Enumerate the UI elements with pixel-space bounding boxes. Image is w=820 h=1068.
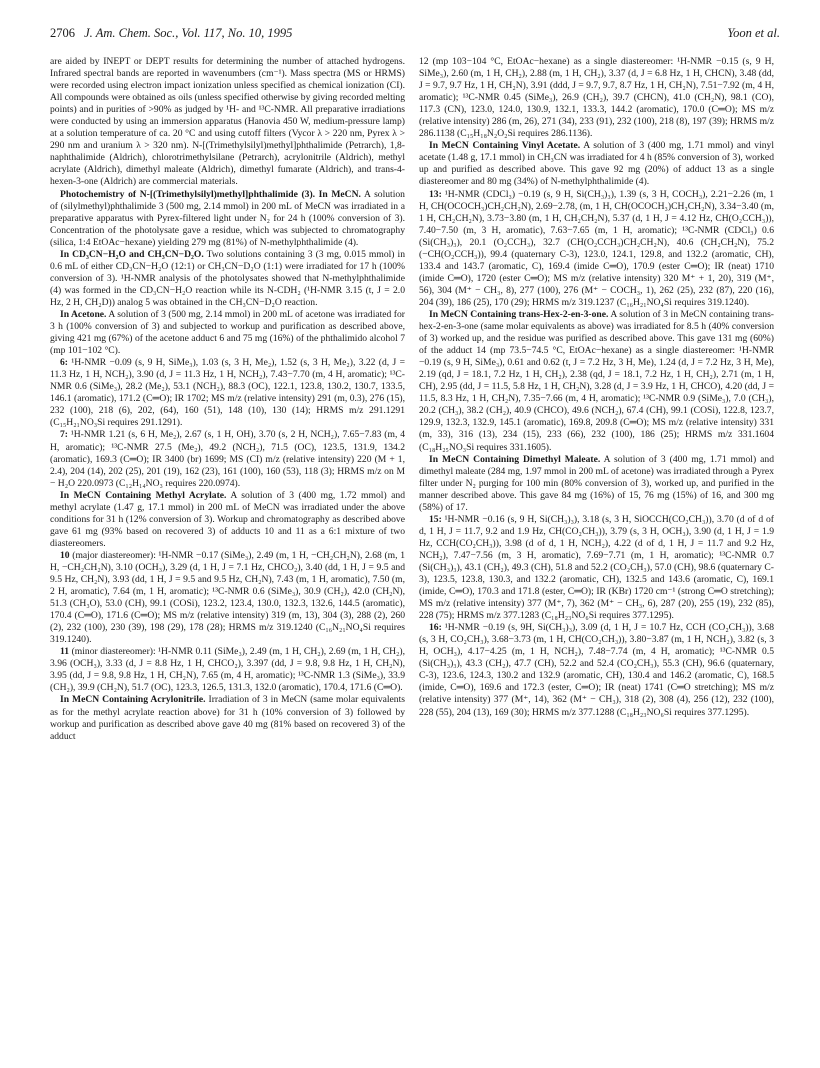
vinyl-acetate-text: A solution of 3 (400 mg, 1.71 mmol) and vinyl acetate (1.48 g, 17.1 mmol) in CH₃CN was irradiated for 4 h (85% conversion of 3), worked up and purified as described above. This gave 92 mg (20%) of adduct 13 as a single diastereomer and 80 mg (34%) of N-methylphthalimide (4).: [419, 140, 775, 188]
cd3cn-text: Two solutions containing 3 (3 mg, 0.015 mmol) in 0.6 mL of either CD₃CN−H₂O (12:1) or CH₃CN−D₂O (1:1) were irradiated for 17 h (100% conversion of 3). ¹H-NMR analysis of the photolysates showed that N-methylphthalimide (4) was formed in the CD₃CN−H₂O reaction while its N-CDH₂ (¹H-NMR 3.15 (t, J = 2.0 Hz, 2 H, CH₂D)) analog 5 was obtained in the CH₃CN−D₂O reaction.: [50, 248, 405, 308]
compound-10-label: 10: [60, 549, 70, 561]
compound-16-label: 16:: [429, 622, 442, 634]
vinyl-acetate-heading: In MeCN Containing Vinyl Acetate.: [429, 140, 581, 152]
dimethyl-maleate-text: A solution of 3 (400 mg, 1.71 mmol) and dimethyl maleate (284 mg, 1.97 mmol in 200 mL of acetone) was irradiated through a Pyrex filter under N₂ purging for 100 min (80% conversion of 3), worked up, and purified in the manner described above. This gave 84 mg (16%) of 15, 76 mg (15%) of 16, and 300 mg (58%) of 17.: [419, 453, 774, 513]
dimethyl-maleate-heading: In MeCN Containing Dimethyl Maleate.: [429, 453, 601, 465]
acrylonitrile-text: Irradiation of 3 in MeCN (same molar equivalents as for the methyl acrylate reaction above) for 31 h (10% conversion of 3) followed by workup and purification as described above gave 40 mg (81% based on recovered 3) of the adduct: [50, 694, 405, 742]
cd3cn-heading: In CD₃CN−H₂O and CH₃CN−D₂O.: [60, 248, 204, 260]
compound-6-text: ¹H-NMR −0.09 (s, 9 H, SiMe₃), 1.03 (s, 3 H, Me₂), 1.52 (s, 3 H, Me₂), 3.22 (d, J = 11.3 Hz, 1 H, NCH₂), 3.90 (d, J = 11.3 Hz, 1 H, NCH₂), 7.43−7.70 (m, 4 H, aromatic); ¹³C-NMR 0.6 (SiMe₃), 28.2 (Me₂), 53.1 (NCH₂), 88.3 (OC), 122.1, 123.8, 130.2, 130.7, 133.5, 146.1 (aromatic), 171.2 (C═O); IR 1702; MS m/z (relative intensity) 291 (m, 0.3), 276 (15), 232 (100), 218 (6), 202, (64), 160 (51), 148 (10), 130 (14); HRMS m/z 291.1291 (C₁₅H₂₁NO₃Si requires 291.1291).: [50, 357, 405, 429]
hexenone-paragraph: [419, 309, 774, 454]
cd3cn-paragraph: [50, 249, 405, 309]
compound-15-text: ¹H-NMR −0.16 (s, 9 H, Si(CH₃)₃), 3.18 (s, 3 H, SiOCCH(CO₂CH₃)), 3.70 (d of d of d, 1 H, J = 11.7, 9.2 and 1.9 Hz, CH(CO₂CH₃)), 3.79 (s, 3 H, OCH₃), 3.90 (d, 1 H, J = 1.9 Hz, CCH(CO₂CH₃)), 3.98 (d of d, 1 H, NCH₂), 4.22 (d of d, 1 H, J = 11.7 and 9.2 Hz, NCH₂), 7.47−7.56 (m, 3 H, aromatic), 7.69−7.71 (m, 1 H, aromatic); ¹³C-NMR 0.7 (Si(CH₃)₃), 43.1 (CH₂), 49.3 (CH), 51.8 and 52.2 (CO₂CH₃), 57.0 (CH), 98.6 (quaternary C-3), 123.5, 123.8, 130.3, and 132.2 (aromatic, CH), 132.5 and 143.6 (aromatic, C), 169.1 (imide, C═O), 170.3 and 171.8 (ester, C═O); IR (KBr) 1720 cm⁻¹ (strong C═O stretching); MS m/z (relative intensity) 377 (M⁺, 7), 362 (M⁺ − CH₃, 6), 287 (20), 255 (19), 232 (85), 228 (75); HRMS m/z 377.1283 (C₁₈H₂₃NO₆Si requires 377.1295).: [419, 513, 774, 622]
compound-15-label: 15:: [429, 513, 442, 525]
compound-16-paragraph: [419, 622, 774, 718]
dimethyl-maleate-paragraph: [419, 454, 774, 514]
compound-11-label: 11: [60, 646, 70, 658]
compound-10-text: (major diastereomer): ¹H-NMR −0.17 (SiMe₃), 2.49 (m, 1 H, −CH₂CH₂N), 2.68 (m, 1 H, −CH₂CH₂N), 3.10 (OCH₃), 3.29 (d, 1 H, J = 7.1 Hz, CHCO₂), 3.40 (dd, 1 H, J = 9.5 and 9.5 Hz, CH₂N), 3.93 (dd, 1 H, J = 9.5 and 9.5 Hz, CH₂N), 7.43 (m, 1 H, aromatic), 7.50 (m, 2 H, aromatic), 7.64 (m, 1 H, aromatic); ¹³C-NMR 0.6 (SiMe₃), 30.9 (CH₂), 42.0 (CH₂N), 51.3 (CH₃O), 53.0 (CH), 99.1 (COSi), 123.2, 123.4, 130.0, 132.3, 132.6, 144.5 (aromatic), 170.4 (C═O), 171.6 (C═O); MS m/z (relative intensity) 319 (m, 13), 304 (3), 288 (2), 260 (2), 232 (100), 230 (39), 198 (29), 178 (28); HRMS m/z 319.1240 (C₁₆N₂₁NO₄Si requires 319.1240).: [50, 549, 405, 646]
compound-7-label: 7:: [60, 429, 68, 441]
compound-6-paragraph: [50, 357, 405, 429]
acrylonitrile-paragraph: [50, 694, 405, 742]
methyl-acrylate-text: A solution of 3 (400 mg, 1.72 mmol) and methyl acrylate (1.47 g, 17.1 mmol) in 200 mL of MeCN was irradiated under the above conditions for 31 h (12% conversion of 3). Workup and chromatography as described above gave 61 mg (93% based on recovered 3) of adducts 10 and 11 as a 6:1 mixture of two diastereomers.: [50, 489, 405, 549]
compound-13-label: 13:: [429, 188, 442, 200]
photochemistry-paragraph: [50, 189, 405, 249]
acetone-heading: In Acetone.: [60, 308, 107, 320]
acrylonitrile-heading: In MeCN Containing Acrylonitrile.: [60, 694, 206, 706]
page-number: 2706: [50, 26, 75, 40]
compound-16-text: ¹H-NMR −0.19 (s, 9H, Si(CH₃)₃), 3.09 (d, 1 H, J = 10.7 Hz, CCH (CO₂CH₃)), 3.68 (s, 3 H, CO₂CH₃), 3.68−3.73 (m, 1 H, CH(CO₂CH₃)), 3.80−3.87 (m, 1 H, NCH₂), 3.82 (s, 3 H, OCH₃), 4.17−4.25 (m, 1 H, NCH₂), 7.48−7.74 (m, 4 H, aromatic); ¹³C-NMR 0.5 (Si(CH₃)₃), 43.3 (CH₂), 47.7 (CH), 52.2 and 52.4 (CO₂CH₃), 55.3 (CH), 96.6 (quaternary, C-3), 123.6, 124.3, 130.2 and 132.9 (aromatic, CH), 130.4 and 146.2 (aromatic, C), 168.5 (imide, C═O), 169.6 and 172.3 (ester, C═O); IR (neat) 1741 (C═O stretching); MS m/z (relative intensity) 377 (M⁺, 14), 362 (M⁺ − CH₃), 318 (2), 308 (4), 256 (12), 232 (100), 228 (55), 204 (13), 169 (30); HRMS m/z 377.1288 (C₁₈H₂₃NO₆Si requires 377.1295).: [419, 622, 774, 718]
compound-6-label: 6:: [60, 357, 68, 369]
compound-7-paragraph: [50, 429, 405, 489]
left-column: [50, 56, 405, 743]
intro-paragraph: are aided by INEPT or DEPT results for determining the number of attached hydrogens. Infrared spectral bands are reported in wavenumbers (cm⁻¹). Mass spectra (MS or HRMS) were recorded using electron impact ionization unless specified as chemical ionization (CI). All compounds were obtained as oils (unless specified otherwise by giving recorded melting points) and in purities of >90% as judged by ¹H- and ¹³C-NMR. All preparative irradiations were conducted by using an immersion apparatus (Hanovia 450 W, medium-pressure lamp) at a solution temperature of ca. 20 °C and using cutoff filters (Vycor λ > 220 nm, Pyrex λ > 290 nm and uranium λ > 320 nm). N-[(Trimethylsilyl)methyl]phthalimide (Petrarch), 1,8-naphthalimide (Aldrich), chlorotrimethylsilane (Petrarch), acrylonitrile (Aldrich), methyl acrylate (Aldrich), dimethyl maleate (Aldrich), dimethyl fumarate (Aldrich), and trans-4-hexen-3-one (Aldrich) are commercial materials.: [50, 56, 405, 188]
compound-13-paragraph: [419, 189, 774, 309]
compound-10-paragraph: [50, 550, 405, 646]
photochemistry-text: A solution of (silylmethyl)phthalimide 3 (500 mg, 2.14 mmol) in 200 mL of MeCN was irradiated in a preparative apparatus with Pyrex-filtered light under N₂ for 24 h (100% conversion of 3). Concentration of the photolysate gave a residue, which was subjected to chromatography (silica, 1:4 EtOAc−hexane) yielding 279 mg (81%) of N-methylphthalimide (4).: [50, 188, 405, 248]
compound-11-text: (minor diastereomer): ¹H-NMR 0.11 (SiMe₃), 2.49 (m, 1 H, CH₂), 2.69 (m, 1 H, CH₂), 3.96 (OCH₃), 3.33 (d, J = 8.8 Hz, 1 H, CHCO₂), 3.397 (dd, J = 9.8, 9.8 Hz, 1 H, CH₂N), 3.95 (dd, J = 9.8, 9.8 Hz, 1 H, CH₂N), 7.65 (m, 4 H, aromatic); ¹³C-NMR 1.3 (SiMe₃), 33.9 (CH₂), 39.9 (CH₂N), 51.7 (OC), 123.3, 126.5, 131.3, 132.0 (aromatic), 170.4, 171.6 (C═O).: [50, 646, 405, 694]
hexenone-heading: In MeCN Containing trans-Hex-2-en-3-one.: [429, 308, 609, 320]
journal-citation: J. Am. Chem. Soc., Vol. 117, No. 10, 1995: [84, 26, 293, 40]
compound-11-paragraph: [50, 646, 405, 694]
compound-15-paragraph: [419, 514, 774, 622]
compound-12-paragraph: 12 (mp 103−104 °C, EtOAc−hexane) as a single diastereomer: ¹H-NMR −0.15 (s, 9 H, SiMe₃), 2.60 (m, 1 H, CH₂), 2.88 (m, 1 H, CH₂), 3.37 (d, J = 6.8 Hz, 1 H, CHCN), 3.48 (dd, J = 9.7, 9.7 Hz, 1 H, CH₂N), 3.91 (ddd, J = 9.7, 9.7, 8.7 Hz, 1 H, CH₂N), 7.51−7.92 (m, 4 H, aromatic); ¹³C-NMR 0.45 (SiMe₃), 26.9 (CH₂), 39.7 (CHCN), 41.0 (CH₂N), 98.1 (CO), 117.3 (CN), 123.0, 124.0, 130.9, 132.1, 133.3, 144.2 (aromatic), 170.0 (C═O); MS m/z (relative intensity) 286 (m, 26), 271 (34), 233 (91), 232 (100), 218 (8), 197 (39); HRMS m/z 286.1138 (C₁₅H₁₈N₂O₂Si requires 286.1136).: [419, 56, 774, 140]
running-authors: Yoon et al.: [727, 26, 780, 40]
vinyl-acetate-paragraph: [419, 140, 774, 188]
acetone-paragraph: [50, 309, 405, 357]
right-column: [419, 56, 774, 719]
methyl-acrylate-paragraph: [50, 490, 405, 550]
photochemistry-heading: Photochemistry of N-[(Trimethylsilyl)methyl]phthalimide (3). In MeCN.: [60, 188, 361, 200]
running-header: [50, 26, 780, 44]
hexenone-text: A solution of 3 in MeCN containing trans-hex-2-en-3-one (same molar equivalents as above) was irradiated for 8.5 h (40% conversion of 3) worked up, and the residue was purified as described above. This gave 131 mg (60%) of the adduct 14 (mp 73.5−74.5 °C, EtOAc−hexane) as a single diastereomer: ¹H-NMR −0.19 (s, 9 H, SiMe₃), 0.61 and 0.62 (t, J = 7.2 Hz, 3 H, Me), 1.24 (d, J = 7.2 Hz, 3 H, Me), 2.19 (qd, J = 18.1, 7.2 Hz, 1 H, CH₂), 2.38 (qd, J = 18.1, 7.2 Hz, 1 H, CH₂), 2.71 (m, 1 H, CH), 2.95 (dd, J = 11.5, 5.8 Hz, 1 H, CH₂N), 3.28 (d, J = 3.9 Hz, 1 H, CHCO), 4.20 (dd, J = 11.5, 8.3 Hz, 1 H, CH₂N), 7.35−7.66 (m, 4 H, aromatic); ¹³C-NMR 0.9 (SiMe₃), 7.0 (CH₃), 20.2 (CH₃), 38.2 (CH₂), 40.9 (CHCO), 49.6 (NCH₂), 67.4 (CH), 99.1 (COSi), 122.8, 123.7, 129.9, 132.3, 132.9, 145.1 (aromatic), 169.8, 209.8 (C═O); MS m/z (relative intensity) 331 (m, 33), 316 (13), 234 (15), 233 (66), 232 (100), 186 (25); HRMS m/z 331.1604 (C₁₈H₂₅NO₃Si requires 331.1605).: [419, 308, 775, 453]
acetone-text: A solution of 3 (500 mg, 2.14 mmol) in 200 mL of acetone was irradiated for 3 h (100% conversion of 3) and subjected to workup and purification as described above, giving 421 mg (67%) of the acetone adduct 6 and 75 mg (16%) of the phthalimido alcohol 7 (mp 101−102 °C).: [50, 308, 405, 357]
compound-7-text: ¹H-NMR 1.21 (s, 6 H, Me₂), 2.67 (s, 1 H, OH), 3.70 (s, 2 H, NCH₂), 7.65−7.83 (m, 4 H, aromatic); ¹³C-NMR 27.5 (Me₂), 49.2 (NCH₂), 71.5 (OC), 123.5, 131.9, 134.2 (aromatic), 169.3 (C═O); IR 3400 (br) 1699; MS (CI) m/z (relative intensity) 220 (M + 1, 2.4), 204 (14), 202 (25), 201 (19), 162 (23), 161 (100), 160 (53), 118 (3); HRMS m/z on M − H₂O 220.0973 (C₁₂H₁₄NO₃ requires 220.0974).: [50, 429, 405, 489]
compound-13-text: ¹H-NMR (CDCl₃) −0.19 (s, 9 H, Si(CH₃)₃), 1.39 (s, 3 H, COCH₃), 2.21−2.26 (m, 1 H, CH(OCOCH₃)CH₂CH₂N), 2.69−2.78, (m, 1 H, CH(OCOCH₃)CH₂CH₂N), 3.34−3.40 (m, 1 H, CH₂CH₂N), 3.73−3.80 (m, 1 H, CH₂CH₂N), 5.37 (d, 1 H, J = 4.12 Hz, CH(O₂CCH₃)), 7.40−7.50 (m, 3 H, aromatic), 7.63−7.65 (m, 1 H, aromatic); ¹³C-NMR (CDCl₃) 0.6 (Si(CH₃)₃), 20.1 (O₂CCH₃), 32.7 (CH(O₂CCH₃)CH₂CH₂N), 40.6 (CH₂CH₂N), 75.2 (−CH(O₂CCH₃)), 99.4 (quaternary C-3), 123.0, 124.1, 129.8, and 132.2 (aromatic, CH), 133.4 and 143.7 (aromatic, C), 169.4 (imide C═O), 170.9 (ester C═O); IR (neat) 1710 (imide C═O), 1720 (ester C═O); MS m/z (relative intensity) 320 M⁺ + 1, 20), 319 (M⁺, 56), 304 (M⁺ − CH₃, 8), 277 (100), 276 (M⁺ − COCH₃, 1), 262 (25), 232 (87), 220 (16), 204 (39), 186 (25), 170 (29); HRMS m/z 319.1237 (C₁₆H₂₁NO₄Si requires 319.1240).: [419, 188, 774, 308]
methyl-acrylate-heading: In MeCN Containing Methyl Acrylate.: [60, 489, 227, 501]
